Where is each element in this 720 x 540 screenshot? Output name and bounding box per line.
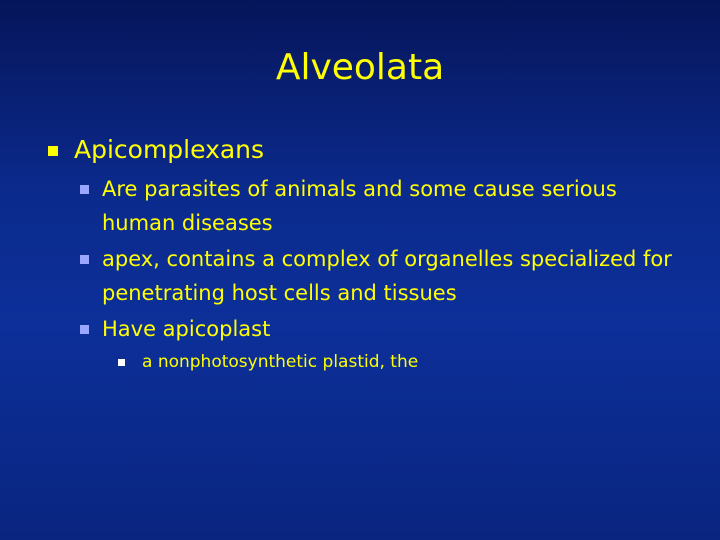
slide-title: Alveolata (275, 47, 445, 88)
bullet-item-plastid (44, 348, 684, 376)
bullet-list (44, 132, 684, 376)
bullet-text: Apicomplexans (74, 135, 265, 164)
bullet-text: Are parasites of animals and some cause serious human diseases (102, 177, 617, 235)
bullet-item-parasites (44, 172, 684, 240)
bullet-text: a nonphotosynthetic plastid, the (142, 352, 419, 372)
bullet-text: Have apicoplast (102, 317, 271, 341)
bullet-item-apex (44, 242, 684, 310)
square-bullet-icon (80, 325, 89, 334)
square-bullet-icon (48, 146, 58, 156)
square-bullet-icon (80, 255, 89, 264)
bullet-text: apex, contains a complex of organelles specialized for penetrating host cells and tissues (102, 247, 672, 305)
bullet-item-apicomplexans (44, 132, 684, 168)
bullet-item-apicoplast (44, 312, 684, 346)
square-bullet-icon (80, 185, 89, 194)
square-bullet-icon (118, 359, 125, 366)
